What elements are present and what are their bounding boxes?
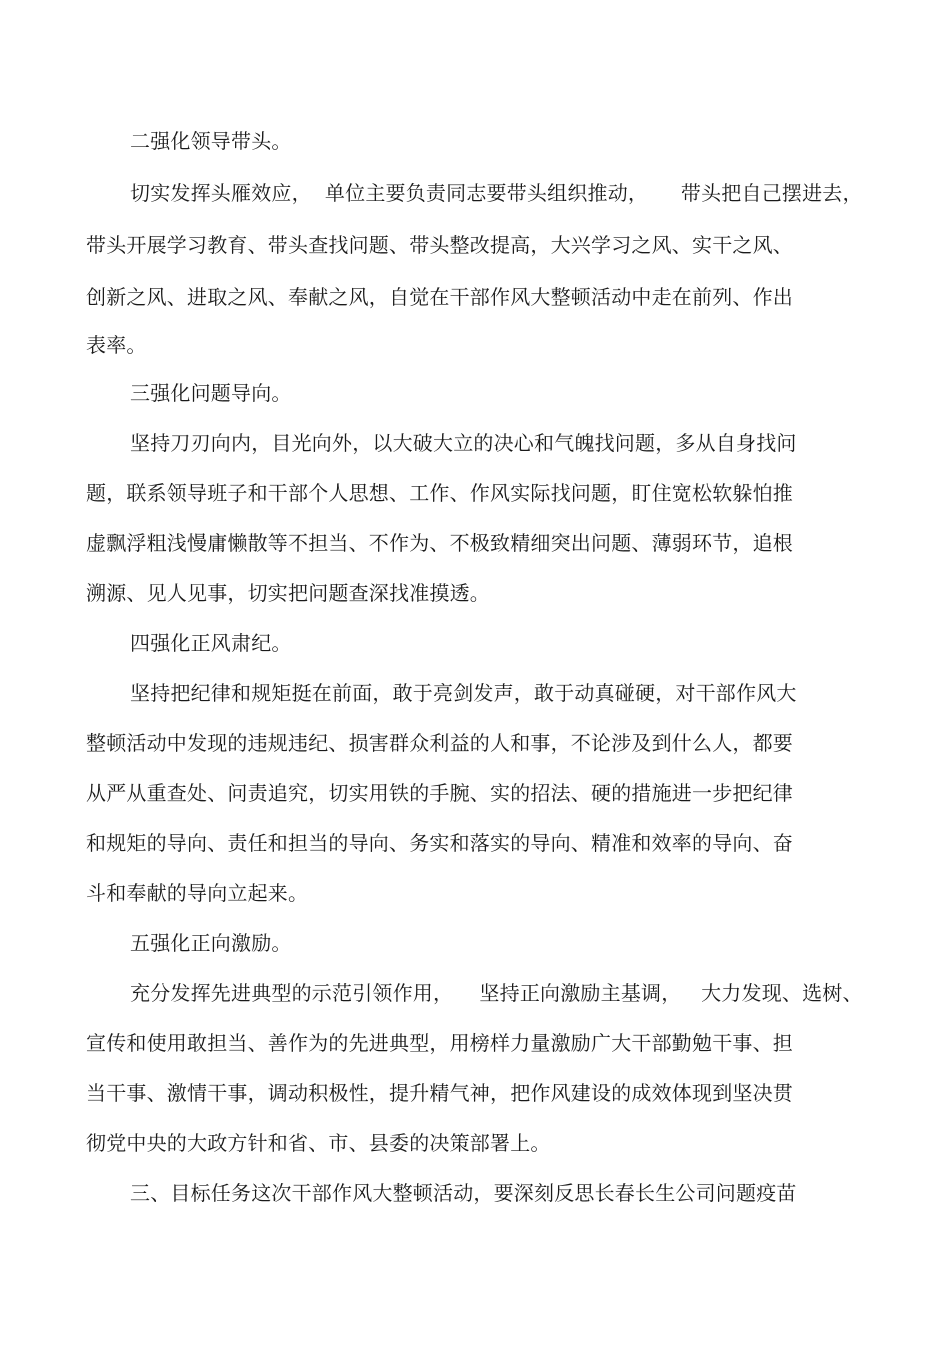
paragraph-line: 坚持刀刃向内，目光向外，以大破大立的决心和气魄找问题，多从自身找问 xyxy=(130,431,797,455)
paragraph-line: 充分发挥先进典型的示范引领作用， 坚持正向激励主基调， 大力发现、选树、 xyxy=(130,981,863,1005)
heading-positive-incentive: 五强化正向激励。 xyxy=(130,931,292,955)
paragraph-line: 切实发挥头雁效应， 单位主要负责同志要带头组织推动， 带头把自己摆进去， xyxy=(130,181,863,205)
paragraph-line: 彻党中央的大政方针和省、市、县委的决策部署上。 xyxy=(86,1131,551,1155)
paragraph-line: 题，联系领导班子和干部个人思想、工作、作风实际找问题，盯住宽松软躲怕推 xyxy=(86,481,793,505)
paragraph-line: 创新之风、进取之风、奉献之风，自觉在干部作风大整顿活动中走在前列、作出 xyxy=(86,285,793,309)
paragraph-line: 虚飘浮粗浅慢庸懒散等不担当、不作为、不极致精细突出问题、薄弱环节，追根 xyxy=(86,531,793,555)
paragraph-line: 坚持把纪律和规矩挺在前面，敢于亮剑发声，敢于动真碰硬，对干部作风大 xyxy=(130,681,797,705)
paragraph-line: 斗和奉献的导向立起来。 xyxy=(86,881,309,905)
paragraph-line: 宣传和使用敢担当、善作为的先进典型，用榜样力量激励广大干部勤勉干事、担 xyxy=(86,1031,793,1055)
paragraph-line: 表率。 xyxy=(86,333,147,357)
paragraph-line: 整顿活动中发现的违规违纪、损害群众利益的人和事，不论涉及到什么人，都要 xyxy=(86,731,793,755)
heading-discipline: 四强化正风肃纪。 xyxy=(130,631,292,655)
paragraph-line: 当干事、激情干事，调动积极性，提升精气神，把作风建设的成效体现到坚决贯 xyxy=(86,1081,793,1105)
paragraph-line: 带头开展学习教育、带头查找问题、带头整改提高，大兴学习之风、实干之风、 xyxy=(86,233,793,257)
paragraph-line: 和规矩的导向、责任和担当的导向、务实和落实的导向、精准和效率的导向、奋 xyxy=(86,831,793,855)
heading-problem-orientation: 三强化问题导向。 xyxy=(130,381,292,405)
section-heading-goals: 三、目标任务这次干部作风大整顿活动，要深刻反思长春长生公司问题疫苗 xyxy=(130,1181,797,1205)
paragraph-line: 从严从重查处、问责追究，切实用铁的手腕、实的招法、硬的措施进一步把纪律 xyxy=(86,781,793,805)
heading-leadership: 二强化领导带头。 xyxy=(130,129,292,153)
paragraph-line: 溯源、见人见事，切实把问题查深找准摸透。 xyxy=(86,581,490,605)
